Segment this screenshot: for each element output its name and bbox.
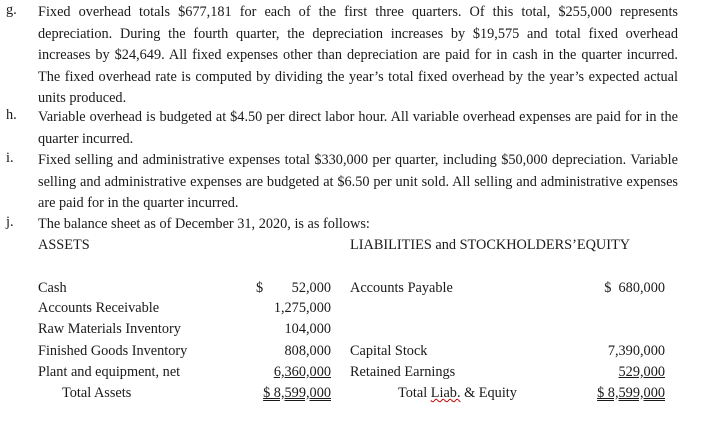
pe-value: 6,360,000 <box>273 364 331 380</box>
tle-suffix: & Equity <box>460 385 517 401</box>
item-marker: i. <box>6 150 14 166</box>
pe-label: Plant and equipment, net <box>38 364 181 380</box>
cs-label: Capital Stock <box>350 343 428 359</box>
item-marker: j. <box>6 214 14 230</box>
re-value: 529,000 <box>618 364 665 380</box>
cash-dollar: $ <box>256 280 264 296</box>
ar-value: 1,275,000 <box>273 300 331 316</box>
ta-label: Total Assets <box>62 385 132 401</box>
rm-value: 104,000 <box>284 321 331 337</box>
tle-prefix: Total <box>398 385 431 401</box>
ta-value: $ 8,599,000 <box>263 385 331 401</box>
item-marker: g. <box>6 2 17 18</box>
rm-label: Raw Materials Inventory <box>38 321 181 337</box>
ap-value: $ 680,000 <box>604 280 665 296</box>
re-label: Retained Earnings <box>350 364 456 380</box>
item-marker: h. <box>6 107 17 123</box>
tle-liab: Liab. <box>430 385 461 401</box>
fg-label: Finished Goods Inventory <box>38 343 188 359</box>
item-text: Fixed selling and administrative expenses total $330,000 per quarter, including $50,000 depreciation. Variable selling and administrative expenses are budgeted at $6.50 per unit sold. All selling and administrative expenses are paid for in the quarter incurred. <box>38 152 678 212</box>
cs-value: 7,390,000 <box>607 343 665 359</box>
item-text: Variable overhead is budgeted at $4.50 per direct labor hour. All variable overhead expenses are paid for in the quarter incurred. <box>38 109 678 147</box>
ap-label: Accounts Payable <box>350 280 453 296</box>
cash-label: Cash <box>38 280 67 296</box>
liabilities-header: LIABILITIES and STOCKHOLDERS’EQUITY <box>350 237 631 253</box>
assets-header: ASSETS <box>38 237 90 253</box>
fg-value: 808,000 <box>284 343 331 359</box>
tle-value: $ 8,599,000 <box>597 385 665 401</box>
tle-label <box>398 383 517 403</box>
ar-label: Accounts Receivable <box>38 300 160 316</box>
cash-value: 52,000 <box>291 280 331 296</box>
item-text: The balance sheet as of December 31, 2020, is as follows: <box>38 216 370 232</box>
item-text: Fixed overhead totals $677,181 for each of the first three quarters. Of this total, $255,000 represents depreciation. During the fourth quarter, the depreciation increases by $19,575 and total fixed overhead increases by $24,649. All fixed expenses other than depreciation are paid for in cash in the quarter incurred. The fixed overhead rate is computed by dividing the year’s total fixed overhead by the year’s expected actual units produced. <box>38 4 678 107</box>
